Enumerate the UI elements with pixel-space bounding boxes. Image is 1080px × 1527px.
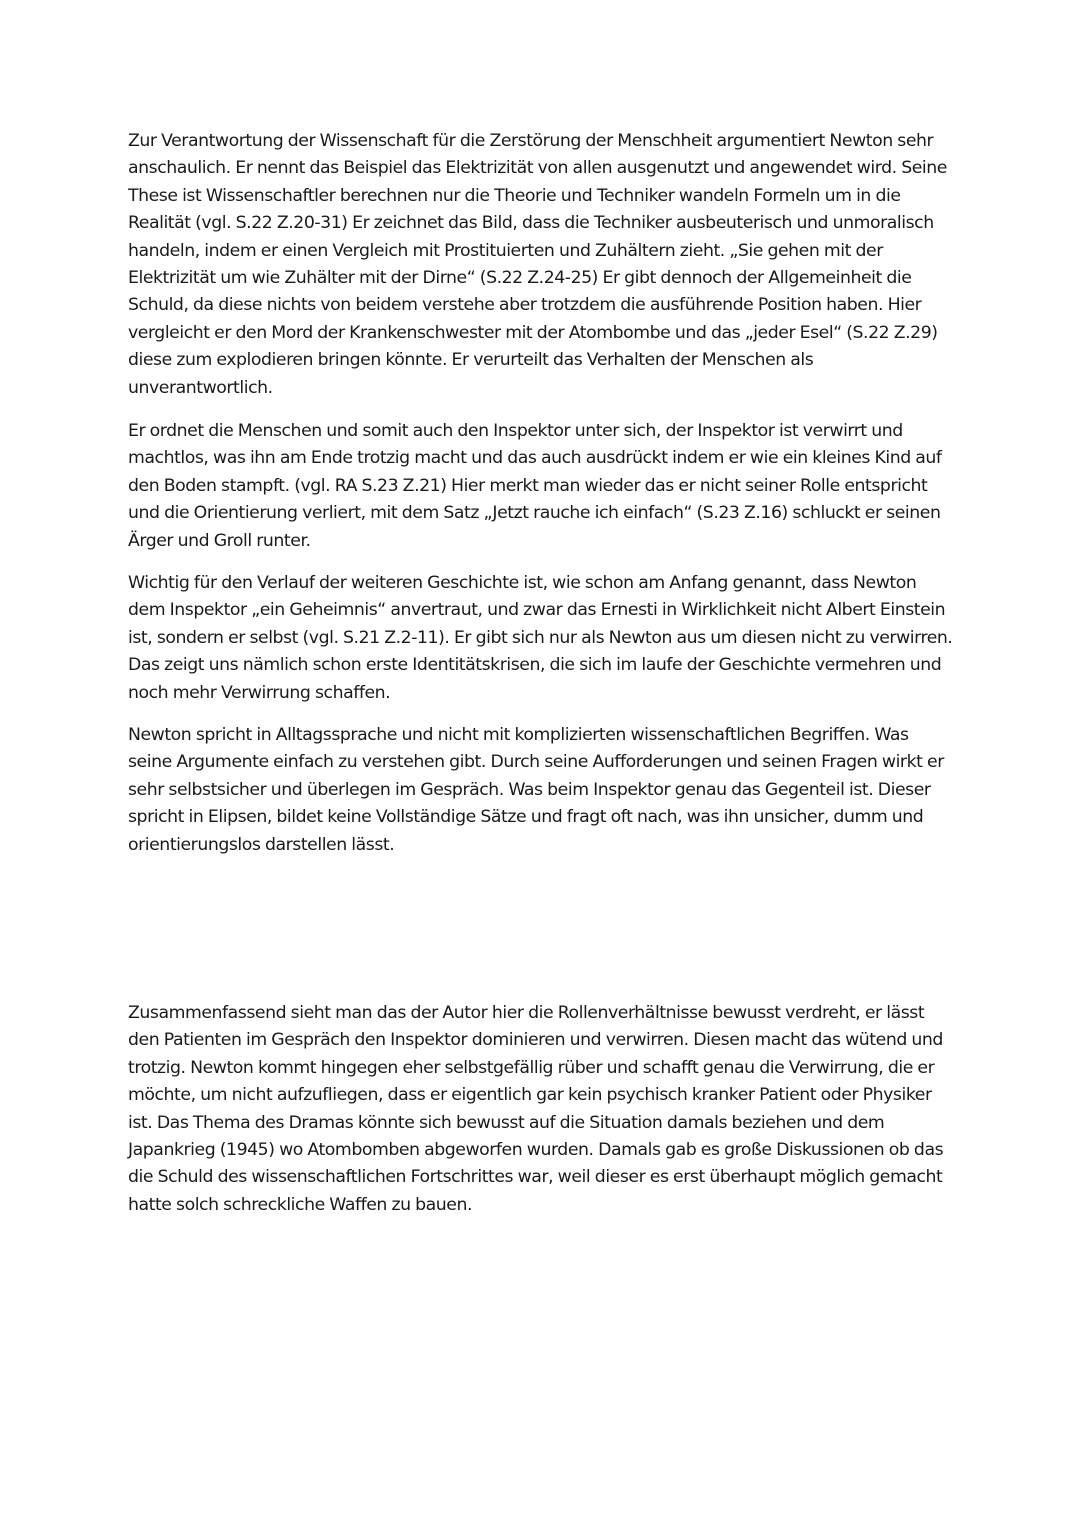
paragraph-secret-identity: Wichtig für den Verlauf der weiteren Geschichte ist, wie schon am Anfang genannt, dass Newton dem Inspektor „ein Geheimnis“ anvertraut, und zwar das Ernesti in Wirklichkeit nicht Albert Einstein ist, sondern er selbst (vgl. S.21 Z.2-11). Er gibt sich nur als Newton aus um diesen nicht zu verwirren. Das zeigt uns nämlich schon erste Identitätskrisen, die sich im laufe der Geschichte vermehren und noch mehr Verwirrung schaffen. — [128, 573, 953, 703]
paragraph-conclusion: Zusammenfassend sieht man das der Autor hier die Rollenverhältnisse bewusst verdreht, er lässt den Patienten im Gespräch den Inspektor dominieren und verwirren. Diesen macht das wütend und trotzig. Newton kommt hingegen eher selbstgefällig rüber und schafft genau die Verwirrung, die er möchte, um nicht aufzufliegen, dass er eigentlich gar kein psychisch kranker Patient oder Physiker ist. Das Thema des Dramas könnte sich bewusst auf die Situation damals beziehen und dem Japankrieg (1945) wo Atombomben abgeworfen wurden. Damals gab es große Diskussionen ob das die Schuld des wissenschaftlichen Fortschrittes war, weil dieser es erst überhaupt möglich gemacht hatte solch schreckliche Waffen zu bauen. — [128, 1003, 944, 1215]
paragraph-inspector-subordination: Er ordnet die Menschen und somit auch den Inspektor unter sich, der Inspektor ist verwirrt und machtlos, was ihn am Ende trotzig macht und das auch ausdrückt indem er wie ein kleines Kind auf den Boden stampft. (vgl. RA S.23 Z.21) Hier merkt man wieder das er nicht seiner Rolle entspricht und die Orientierung verliert, mit dem Satz „Jetzt rauche ich einfach“ (S.23 Z.16) schluckt er seinen Ärger und Groll runter. — [128, 421, 942, 551]
paragraph-language-analysis: Newton spricht in Alltagssprache und nicht mit komplizierten wissenschaftlichen Begriffen. Was seine Argumente einfach zu verstehen gibt. Durch seine Aufforderungen und seinen Fragen wirkt er sehr selbstsicher und überlegen im Gespräch. Was beim Inspektor genau das Gegenteil ist. Dieser spricht in Elipsen, bildet keine Vollständige Sätze und fragt oft nach, was ihn unsicher, dumm und orientierungslos darstellen lässt. — [128, 725, 944, 855]
paragraph-science-responsibility: Zur Verantwortung der Wissenschaft für die Zerstörung der Menschheit argumentiert Newton sehr anschaulich. Er nennt das Beispiel das Elektrizität von allen ausgenutzt und angewendet wird. Seine These ist Wissenschaftler berechnen nur die Theorie und Techniker wandeln Formeln um in die Realität (vgl. S.22 Z.20-31) Er zeichnet das Bild, dass die Techniker ausbeuterisch und unmoralisch handeln, indem er einen Vergleich mit Prostituierten und Zuhältern zieht. „Sie gehen mit der Elektrizität um wie Zuhälter mit der Dirne“ (S.22 Z.24-25) Er gibt dennoch der Allgemeinheit die Schuld, da diese nichts von beidem verstehe aber trotzdem die ausführende Position haben. Hier vergleicht er den Mord der Krankenschwester mit der Atombombe und das „jeder Esel“ (S.22 Z.29) diese zum explodieren bringen könnte. Er verurteilt das Verhalten der Menschen als unverantwortlich. — [128, 131, 947, 398]
